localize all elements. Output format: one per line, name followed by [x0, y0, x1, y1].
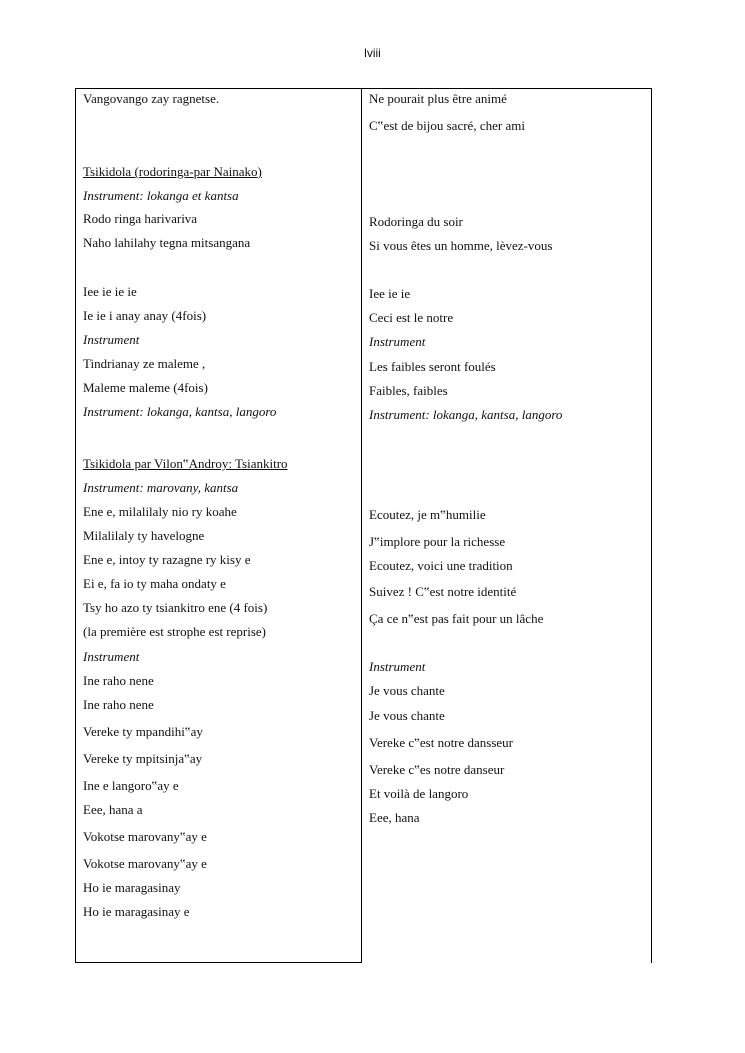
french-lyric-line: Faibles, faibles	[369, 383, 448, 398]
malagasy-lyric-line: Vangovango zay ragnetse.	[83, 91, 220, 106]
french-lyric-line: Rodoringa du soir	[369, 214, 463, 229]
french-lyric-line: Vereke c‟est notre dansseur	[369, 735, 514, 750]
french-lyric-line: Suivez ! C‟est notre identité	[369, 584, 517, 599]
french-lyric-line: J‟implore pour la richesse	[369, 534, 506, 549]
malagasy-lyric-line: Ine raho nene	[83, 673, 154, 688]
malagasy-lyric-line: Instrument: lokanga et kantsa	[83, 188, 239, 203]
malagasy-lyric-line: Ine raho nene	[83, 697, 154, 712]
malagasy-lyric-line: Instrument	[83, 649, 140, 664]
french-lyric-line: Ne pourait plus être animé	[369, 91, 507, 106]
malagasy-lyric-line: Ine e langoro‟ay e	[83, 778, 179, 793]
malagasy-lyric-line: Naho lahilahy tegna mitsangana	[83, 235, 251, 250]
malagasy-lyric-line: Vereke ty mpitsinja‟ay	[83, 751, 203, 766]
french-lyric-line: Instrument	[369, 659, 426, 674]
malagasy-column	[75, 88, 362, 963]
malagasy-lyric-line: Instrument: marovany, kantsa	[83, 480, 239, 495]
french-lyric-line: Je vous chante	[369, 683, 445, 698]
malagasy-lyric-line: Ene e, milalilaly nio ry koahe	[83, 504, 237, 519]
malagasy-lyric-line: Ie ie i anay anay (4fois)	[83, 308, 207, 323]
french-lyric-line: Si vous êtes un homme, lèvez-vous	[369, 238, 553, 253]
french-lyric-line: Ecoutez, je m‟humilie	[369, 507, 486, 522]
french-lyric-line: Instrument	[369, 334, 426, 349]
french-lyric-line: Les faibles seront foulés	[369, 359, 496, 374]
malagasy-lyric-line: Vokotse marovany‟ay e	[83, 856, 207, 871]
french-column	[362, 88, 652, 963]
french-lyric-line: Eee, hana	[369, 810, 420, 825]
malagasy-lyric-line: Vereke ty mpandihi‟ay	[83, 724, 203, 739]
malagasy-lyric-line: Instrument	[83, 332, 140, 347]
malagasy-lyric-line: Ho ie maragasinay	[83, 880, 181, 895]
malagasy-lyric-line: Iee ie ie ie	[83, 284, 137, 299]
malagasy-lyric-line: Ho ie maragasinay e	[83, 904, 190, 919]
french-lyric-line: Ecoutez, voici une tradition	[369, 558, 513, 573]
french-lyric-line: Ça ce n‟est pas fait pour un lâche	[369, 611, 544, 626]
malagasy-lyric-line: Maleme maleme (4fois)	[83, 380, 208, 395]
malagasy-lyric-line: Rodo ringa harivariva	[83, 211, 198, 226]
french-lyric-line: Je vous chante	[369, 708, 445, 723]
french-lyric-line: Iee ie ie	[369, 286, 411, 301]
malagasy-lyric-line: (la première est strophe est reprise)	[83, 624, 267, 639]
french-lyric-line: Instrument: lokanga, kantsa, langoro	[369, 407, 563, 422]
malagasy-lyric-line: Tsikidola (rodoringa-par Nainako)	[83, 164, 262, 179]
malagasy-lyric-line: Tindrianay ze maleme ,	[83, 356, 206, 371]
malagasy-lyric-line: Tsikidola par Vilon‟Androy: Tsiankitro	[83, 456, 288, 471]
french-lyric-line: Vereke c‟es notre danseur	[369, 762, 505, 777]
malagasy-lyric-line: Tsy ho azo ty tsiankitro ene (4 fois)	[83, 600, 268, 615]
malagasy-lyric-line: Ei e, fa io ty maha ondaty e	[83, 576, 226, 591]
malagasy-lyric-line: Milalilaly ty havelogne	[83, 528, 205, 543]
french-lyric-line: Et voilà de langoro	[369, 786, 469, 801]
lyrics-table	[75, 88, 652, 964]
malagasy-lyric-line: Vokotse marovany‟ay e	[83, 829, 207, 844]
french-lyric-line: C‟est de bijou sacré, cher ami	[369, 118, 525, 133]
malagasy-lyric-line: Instrument: lokanga, kantsa, langoro	[83, 404, 277, 419]
french-lyric-line: Ceci est le notre	[369, 310, 454, 325]
page-number: lviii	[364, 46, 381, 60]
malagasy-lyric-line: Eee, hana a	[83, 802, 143, 817]
malagasy-lyric-line: Ene e, intoy ty razagne ry kisy e	[83, 552, 251, 567]
